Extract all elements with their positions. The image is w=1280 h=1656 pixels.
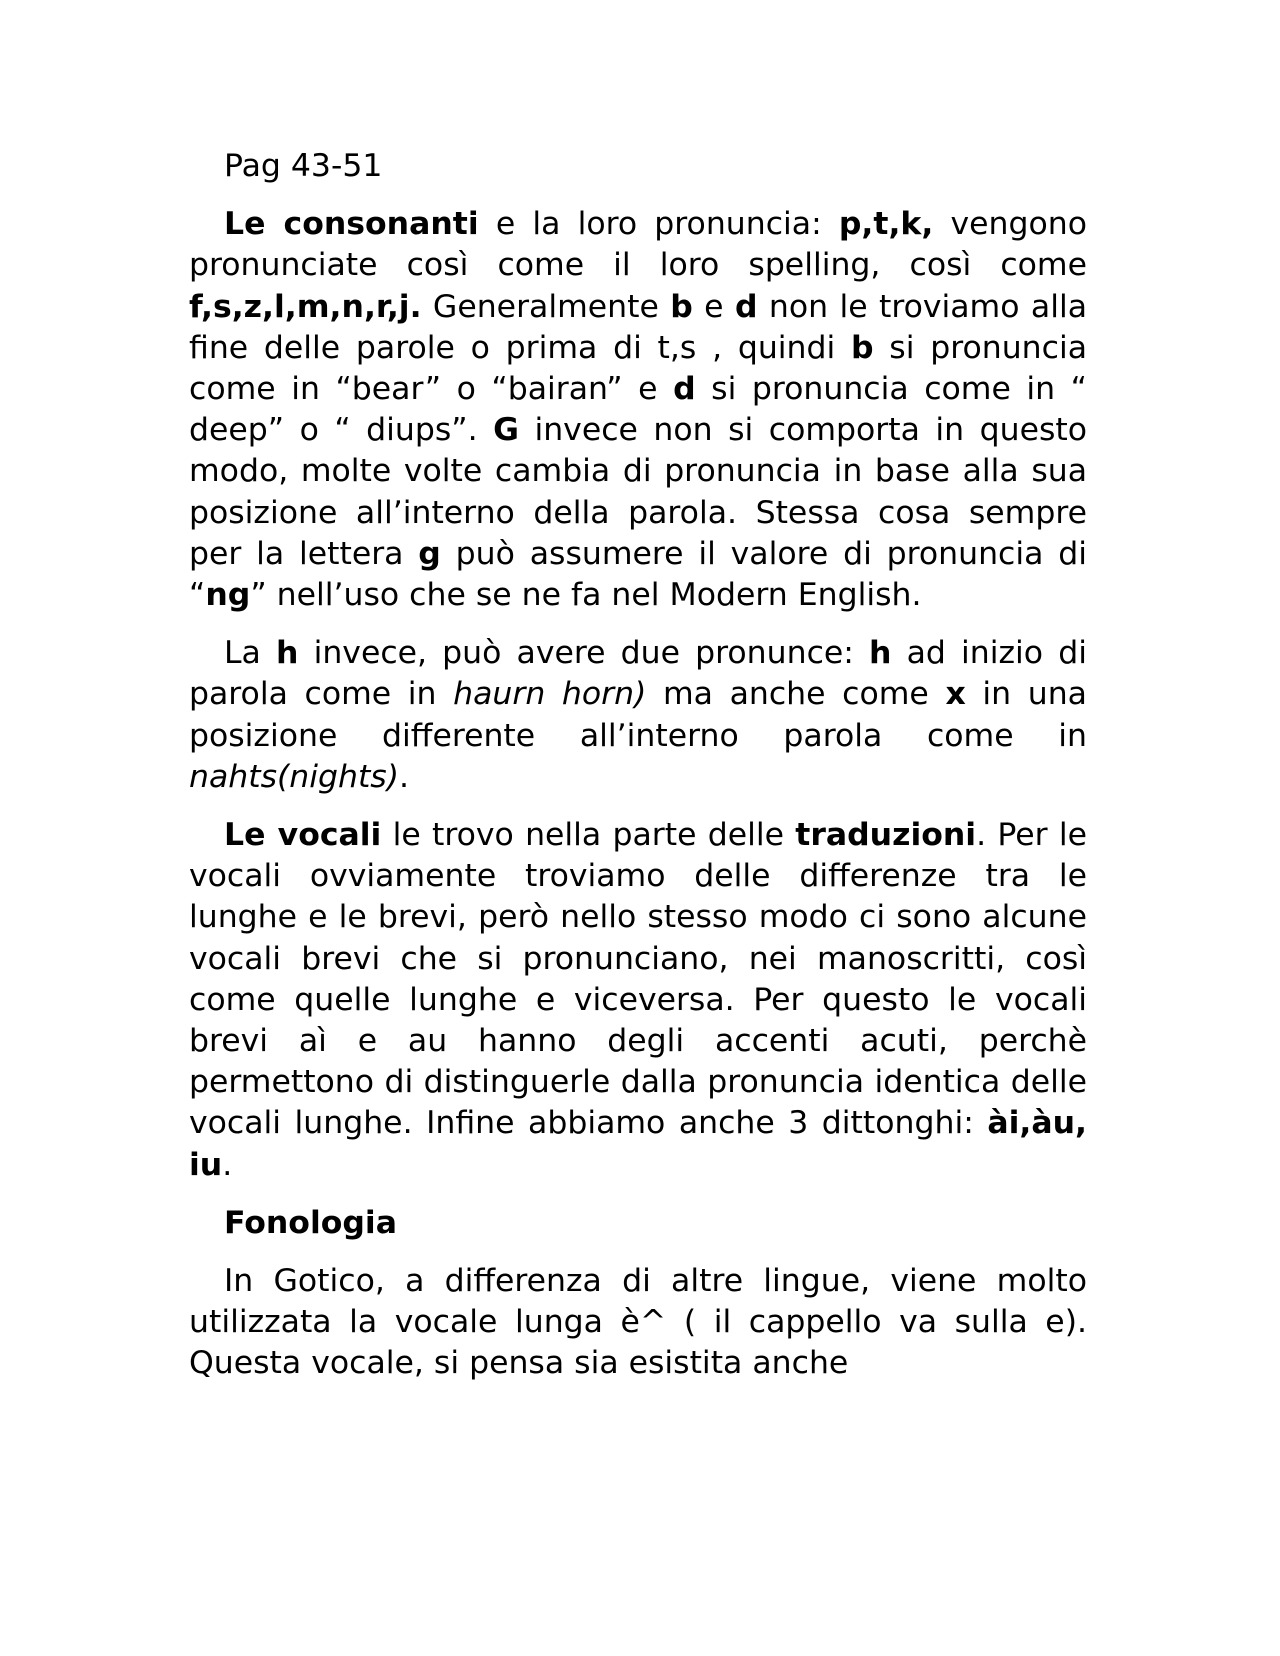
document-page	[189, 146, 1087, 1385]
paragraph-phonology: In Gotico, a differenza di altre lingue, viene molto utilizzata la vocale lunga è^ ( il cappello va sulla e). Questa vocale, si pensa sia esistita anche	[189, 1263, 1087, 1382]
italic-term: nahts(nights)	[189, 758, 400, 795]
paragraph-consonants: Le consonanti e la loro pronuncia: p,t,k, vengono pronunciate così come il loro spelling, così come f,s,z,l,m,n,r,j. Generalmente b e d non le troviamo alla fine delle parole o prima di t,s , quindi b si pronuncia come in “bear” o “bairan” e d si pronuncia come in “ deep” o “ diups”. G invece non si comporta in questo modo, molte volte cambia di pronuncia in base alla sua posizione all’interno della parola. Stessa cosa sempre per la lettera g può assumere il valore di pronuncia di “ng” nell’uso che se ne fa nel Modern English.	[189, 206, 1088, 614]
bold-term: ài,àu, iu	[189, 1105, 1087, 1183]
bold-term: f,s,z,l,m,n,r,j.	[189, 288, 422, 325]
bold-term: g	[418, 535, 441, 572]
bold-term: x	[945, 676, 966, 713]
paragraph-h-pronunciation: La h invece, può avere due pronunce: h ad inizio di parola come in haurn horn) ma anche come x in una posizione differente all’interno parola come in nahts(nights).	[189, 635, 1087, 795]
bold-term: ng	[205, 577, 251, 614]
bold-term: Le vocali	[224, 817, 382, 854]
page-header: Pag 43-51	[224, 148, 383, 184]
bold-term: b	[670, 288, 693, 325]
bold-term: G	[493, 412, 519, 449]
bold-term: traduzioni	[795, 817, 977, 854]
section-heading: Fonologia	[224, 1204, 397, 1241]
bold-term: h	[276, 635, 299, 672]
bold-term: h	[869, 635, 892, 672]
paragraph-vowels: Le vocali le trovo nella parte delle traduzioni. Per le vocali ovviamente troviamo delle differenze tra le lunghe e le brevi, però nello stesso modo ci sono alcune vocali brevi che si pronunciano, nei manoscritti, così come quelle lunghe e viceversa. Per questo le vocali brevi aì e au hanno degli accenti acuti, perchè permettono di distinguerle dalla pronuncia identica delle vocali lunghe. Infine abbiamo anche 3 dittonghi: ài,àu, iu.	[189, 817, 1087, 1183]
bold-term: Le consonanti	[224, 206, 479, 243]
bold-term: d	[734, 288, 758, 325]
bold-term: d	[673, 371, 696, 408]
bold-term: b	[851, 329, 874, 366]
bold-term: p,t,k,	[838, 206, 934, 243]
italic-term: haurn horn)	[453, 676, 647, 713]
